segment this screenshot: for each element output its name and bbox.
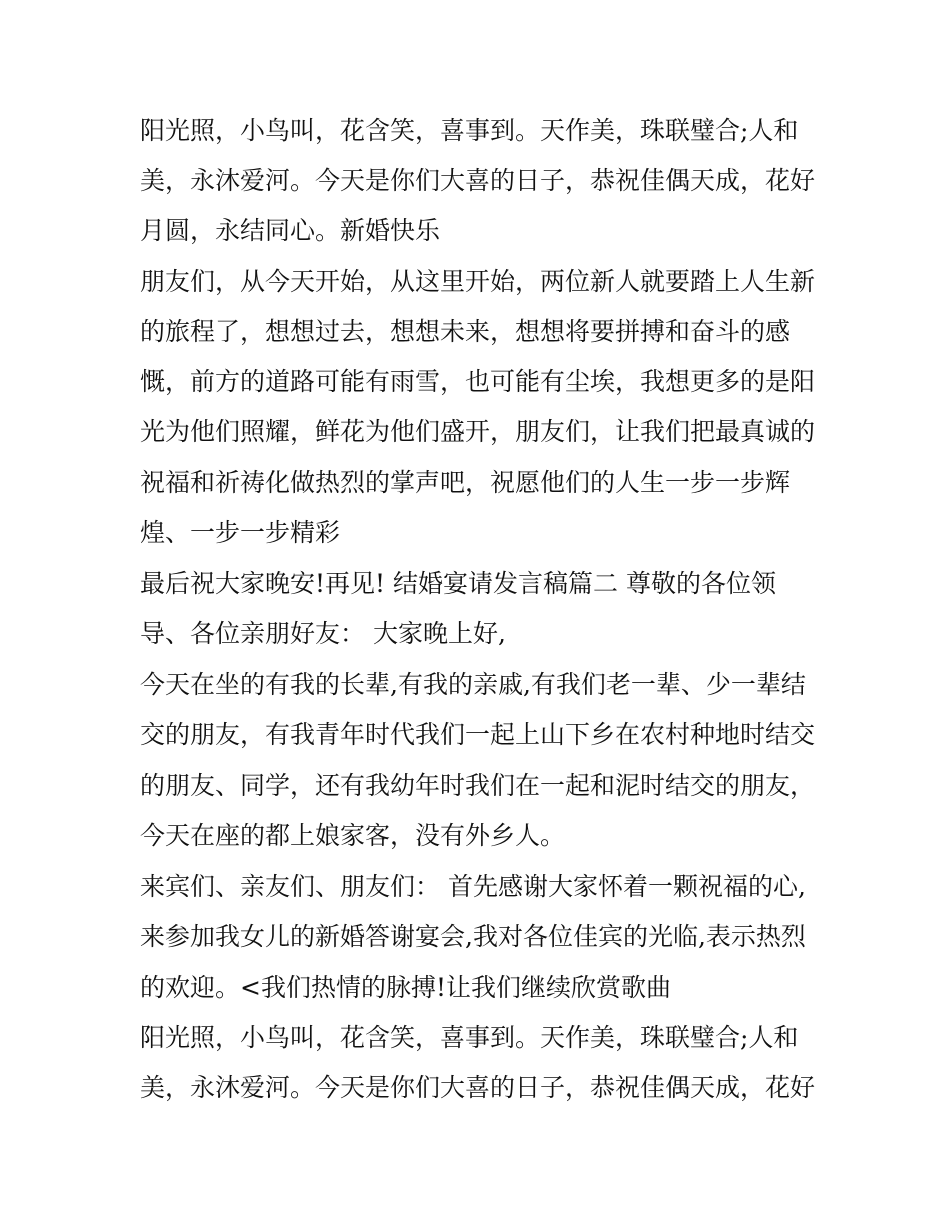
text-line: 朋友们，从今天开始，从这里开始，两位新人就要踏上人生新: [140, 267, 816, 296]
text-line: 月圆，永结同心。新婚快乐: [140, 216, 441, 245]
text-line: 导、各位亲朋好友： 大家晚上好,: [140, 619, 506, 648]
text-line: 的旅程了，想想过去，想想未来，想想将要拼搏和奋斗的感: [140, 317, 791, 346]
text-line: 来参加我女儿的新婚答谢宴会,我对各位佳宾的光临,表示热烈: [140, 922, 806, 951]
text-line: 今天在座的都上娘家客，没有外乡人。: [140, 821, 566, 850]
text-line: 慨，前方的道路可能有雨雪，也可能有尘埃，我想更多的是阳: [140, 367, 816, 396]
text-line: 最后祝大家晚安!再见! 结婚宴请发言稿篇二 尊敬的各位领: [140, 569, 776, 598]
text-line: 来宾们、亲友们、朋友们： 首先感谢大家怀着一颗祝福的心,: [140, 872, 806, 901]
text-line: 祝福和祈祷化做热烈的掌声吧，祝愿他们的人生一步一步辉: [140, 468, 791, 497]
text-line: 光为他们照耀，鲜花为他们盛开，朋友们，让我们把最真诚的: [140, 417, 816, 446]
text-line: 的欢迎。<我们热情的脉搏!让我们继续欣赏歌曲: [140, 973, 671, 1002]
text-line: 阳光照，小鸟叫，花含笑，喜事到。天作美，珠联璧合;人和: [140, 116, 799, 145]
text-line: 今天在坐的有我的长辈,有我的亲戚,有我们老一辈、少一辈结: [140, 670, 806, 699]
text-line: 煌、一步一步精彩: [140, 518, 341, 547]
text-line: 美，永沐爱河。今天是你们大喜的日子，恭祝佳偶天成，花好: [140, 1073, 816, 1102]
text-line: 交的朋友，有我青年时代我们一起上山下乡在农村种地时结交: [140, 720, 816, 749]
text-line: 阳光照，小鸟叫，花含笑，喜事到。天作美，珠联璧合;人和: [140, 1023, 799, 1052]
text-line: 美，永沐爱河。今天是你们大喜的日子，恭祝佳偶天成，花好: [140, 166, 816, 195]
text-line: 的朋友、同学，还有我幼年时我们在一起和泥时结交的朋友，: [140, 771, 816, 800]
